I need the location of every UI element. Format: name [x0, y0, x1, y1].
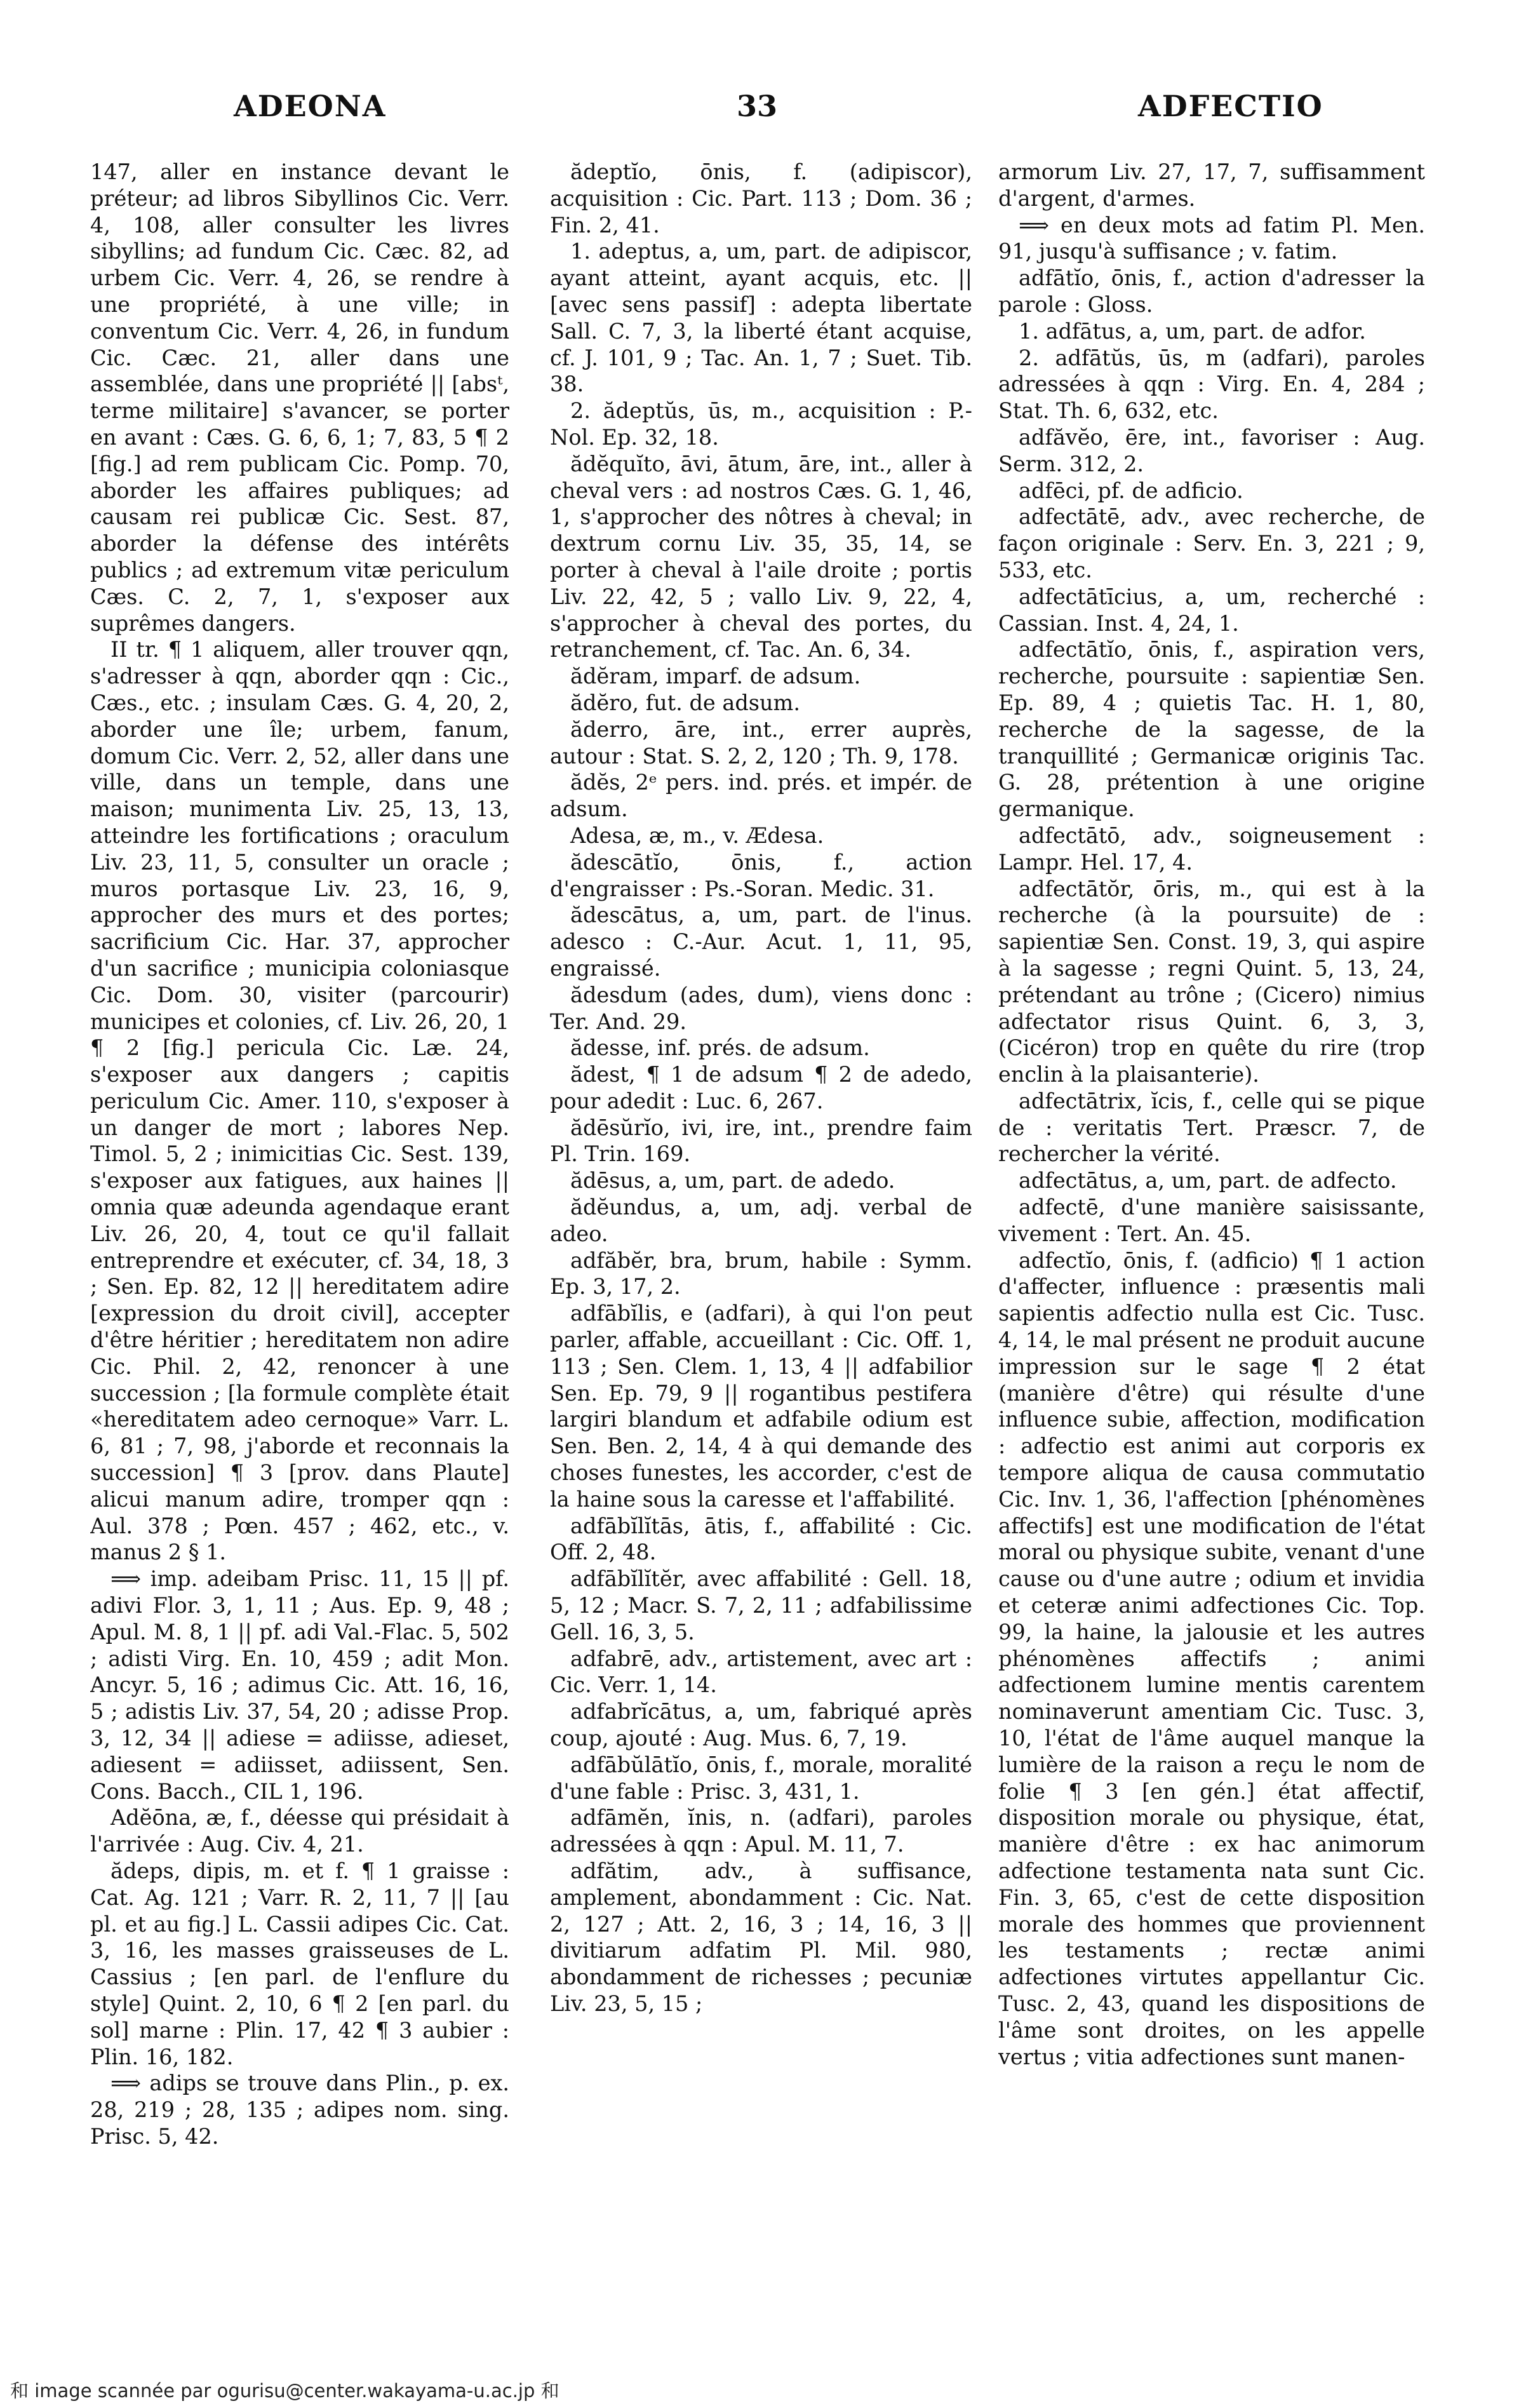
entry: adfectātŏr, ōris, m., qui est à la recherche (à la poursuite) de : sapientiæ Sen. Const. 19, 3, qui aspire à la sagesse ; regni Quint. 5, 13, 24, prétendant au trône ; (Cicero) nimius adfectator risus Quint. 6, 3, 3, (Cicéron) trop en quête du rire (trop enclin à la plaisanterie). — [998, 876, 1425, 1087]
entry: adfătim, adv., à suffisance, amplement, abondamment : Cic. Nat. 2, 127 ; Att. 2, 16, 3 ; 14, 16, 3 || divitiarum adfatim Pl. Mil. 980, abondamment de richesses ; pecuniæ Liv. 23, 5, 15 ; — [550, 1858, 972, 2016]
left-guide-word: ADEONA — [234, 89, 387, 123]
entry-note: ⟹ en deux mots ad fatim Pl. Men. 91, jusqu'à suffisance ; v. fatim. — [998, 212, 1425, 264]
entry: adfātĭo, ōnis, f., action d'adresser la parole : Gloss. — [998, 265, 1425, 317]
entry-adeps: ădeps, dipis, m. et f. ¶ 1 graisse : Cat. Ag. 121 ; Varr. R. 2, 11, 7 || [au pl. et au fig.] L. Cassii adipes Cic. Cat. 3, 16, les masses graisseuses de L. Cassius ; [en parl. de l'enflure du style] Quint. 2, 10, 6 ¶ 2 [en parl. du sol] marne : Plin. 17, 42 ¶ 3 aubier : Plin. 16, 182. — [90, 1858, 509, 2069]
entry: adfectātō, adv., soigneusement : Lampr. Hel. 17, 4. — [998, 823, 1425, 875]
entry: adfābĭlĭtĕr, avec affabilité : Gell. 18, 5, 12 ; Macr. S. 7, 2, 11 ; adfabilissime Gell. 16, 3, 5. — [550, 1566, 972, 1644]
entry: 1. adfātus, a, um, part. de adfor. — [1019, 318, 1366, 344]
scan-credit: 和 image scannée par ogurisu@center.wakayama-u.ac.jp 和 — [10, 2380, 559, 2402]
entry: adfabrē, adv., artistement, avec art : Cic. Verr. 1, 14. — [550, 1646, 972, 1698]
entry: ădēsŭrĭo, ivi, ire, int., prendre faim Pl. Trin. 169. — [550, 1115, 972, 1167]
column-1 — [90, 159, 509, 2337]
entry-adeona: Adĕōna, æ, f., déesse qui présidait à l'arrivée : Aug. Civ. 4, 21. — [90, 1805, 509, 1857]
page-header — [0, 81, 1540, 132]
entry: adfectē, d'une manière saisissante, vivement : Tert. An. 45. — [998, 1195, 1425, 1246]
entry: adfectātĭo, ōnis, f., aspiration vers, recherche, poursuite : sapientiæ Sen. Ep. 89, 4 ; quietis Tac. H. 1, 80, recherche de la sagesse, de la tranquillité ; Germanicæ originis Tac. G. 28, prétention à une origine germanique. — [998, 637, 1425, 822]
entry: adfectātrix, ĭcis, f., celle qui se pique de : veritatis Tert. Præscr. 7, de rechercher la vérité. — [998, 1088, 1425, 1167]
entry: adfectātē, adv., avec recherche, de façon originale : Serv. En. 3, 221 ; 9, 533, etc. — [998, 504, 1425, 582]
page-number: 33 — [737, 89, 778, 123]
entry: adfāmĕn, ĭnis, n. (adfari), paroles adressées à qqn : Apul. M. 11, 7. — [550, 1805, 972, 1857]
entry-continuation: armorum Liv. 27, 17, 7, suffisamment d'argent, d'armes. — [998, 159, 1425, 211]
entry-note: ⟹ adips se trouve dans Plin., p. ex. 28, 219 ; 28, 135 ; adipes nom. sing. Prisc. 5, 42. — [90, 2071, 509, 2149]
entry: ădesdum (ades, dum), viens donc : Ter. And. 29. — [550, 982, 972, 1034]
entry: Adesa, æ, m., v. Ædesa. — [570, 823, 824, 848]
entry: adfectātus, a, um, part. de adfecto. — [1019, 1168, 1397, 1193]
entry: adfābĭlĭtās, ātis, f., affabilité : Cic. Off. 2, 48. — [550, 1513, 972, 1565]
entry: ădest, ¶ 1 de adsum ¶ 2 de adedo, pour adedit : Luc. 6, 267. — [550, 1062, 972, 1113]
entry: adfăbĕr, bra, brum, habile : Symm. Ep. 3, 17, 2. — [550, 1247, 972, 1300]
entry: 1. adeptus, a, um, part. de adipiscor, ayant atteint, ayant acquis, etc. || [avec sens passif] : adepta libertate Sall. C. 7, 3, la liberté étant acquise, cf. J. 101, 9 ; Tac. An. 1, 7 ; Suet. Tib. 38. — [550, 239, 972, 397]
entry: ădĕram, imparf. de adsum. — [570, 664, 861, 689]
entry: adfēci, pf. de adficio. — [1019, 478, 1243, 503]
entry: 2. ădeptŭs, ūs, m., acquisition : P.-Nol. Ep. 32, 18. — [550, 398, 972, 450]
column-3 — [998, 159, 1425, 2337]
entry: ădesse, inf. prés. de adsum. — [570, 1035, 870, 1061]
entry: ădescātus, a, um, part. de l'inus. adesco : C.-Aur. Acut. 1, 11, 95, engraissé. — [550, 903, 972, 981]
entry: adfectātīcius, a, um, recherché : Cassian. Inst. 4, 24, 1. — [998, 584, 1425, 636]
entry-note: ⟹ imp. adeibam Prisc. 11, 15 || pf. adivi Flor. 3, 1, 11 ; Aus. Ep. 9, 48 ; Apul. M. 8, 1 || pf. adi Val.-Flac. 5, 502 ; adisti Virg. En. 10, 459 ; adit Mon. Ancyr. 5, 16 ; adimus Cic. Att. 16, 16, 5 ; adistis Liv. 37, 54, 20 ; adisse Prop. 3, 12, 34 || adiese = adiisse, adieset, adiesent = adiisset, adiissent, Sen. Cons. Bacch., CIL 1, 196. — [90, 1566, 509, 1804]
column-2 — [550, 159, 972, 2337]
entry: ădĕundus, a, um, adj. verbal de adeo. — [550, 1195, 972, 1246]
entry: adfăvĕo, ēre, int., favoriser : Aug. Serm. 312, 2. — [998, 424, 1425, 476]
entry-continuation: 147, aller en instance devant le préteur; ad libros Sibyllinos Cic. Verr. 4, 108, aller consulter les livres sibyllins; ad fundum Cic. Cæc. 82, ad urbem Cic. Verr. 4, 26, se rendre à une propriété, à une ville; in conventum Cic. Verr. 4, 26, in fundum Cic. Cæc. 21, aller dans une assemblée, dans une propriété || [absᵗ, terme militaire] s'avancer, se porter en avant : Cæs. G. 6, 6, 1; 7, 83, 5 ¶ 2 [fig.] ad rem publicam Cic. Pomp. 70, aborder les affaires publiques; ad causam rei publicæ Cic. Sest. 87, aborder la défense des intérêts publics ; ad extremum vitæ periculum Cæs. C. 2, 7, 1, s'exposer aux suprêmes dangers. — [90, 159, 509, 636]
entry: ădĕro, fut. de adsum. — [570, 690, 800, 715]
entry-adfectio: adfectĭo, ōnis, f. (adficio) ¶ 1 action d'affecter, influence : præsentis mali sapientis adfectio nulla est Cic. Tusc. 4, 14, le mal présent ne produit aucune impression sur le sage ¶ 2 état (manière d'être) qui résulte d'une influence subie, affection, modification : adfectio est animi aut corporis ex tempore aliqua de causa commutatio Cic. Inv. 1, 36, l'affection [phénomènes affectifs] est une modification de l'état moral ou physique subite, venant d'une cause ou d'une autre ; odium et invidia et ceteræ animi adfectiones Cic. Top. 99, la haine, la jalousie et les autres phénomènes affectifs ; animi adfectionem lumine mentis carentem nominaverunt amentiam Cic. Tusc. 3, 10, l'état de l'âme auquel manque la lumière de la raison a reçu le nom de folie ¶ 3 [en gén.] état affectif, disposition morale ou physique, état, manière d'être : ex hac animorum adfectione testamenta nata sunt Cic. Fin. 3, 65, c'est de cette disposition morale des hommes que proviennent les testaments ; rectæ animi adfectiones virtutes appellantur Cic. Tusc. 2, 43, quand les dispositions de l'âme sont droites, on les appelle vertus ; vitia adfectiones sunt manen- — [998, 1247, 1425, 2069]
entry: ădĕquĭto, āvi, ātum, āre, int., aller à cheval vers : ad nostros Cæs. G. 1, 46, 1, s'approcher des nôtres à cheval; in dextrum cornu Liv. 35, 35, 14, se porter à cheval à l'aile droite ; portis Liv. 22, 42, 5 ; vallo Liv. 9, 22, 4, s'approcher à cheval des portes, du retranchement, cf. Tac. An. 6, 34. — [550, 451, 972, 662]
entry: ăderro, āre, int., errer auprès, autour : Stat. S. 2, 2, 120 ; Th. 9, 178. — [550, 716, 972, 769]
entry-section: II tr. ¶ 1 aliquem, aller trouver qqn, s'adresser à qqn, aborder qqn : Cic., Cæs., etc. ; insulam Cæs. G. 4, 20, 2, aborder une île; urbem, fanum, domum Cic. Verr. 2, 52, aller dans une ville, dans un temple, dans une maison; munimenta Liv. 25, 13, 13, atteindre les fortifications ; oraculum Liv. 23, 11, 5, consulter un oracle ; muros portasque Liv. 23, 16, 9, approcher des murs et des portes; sacrificium Cic. Har. 37, approcher d'un sacrifice ; municipia coloniasque Cic. Dom. 30, visiter (parcourir) municipes et colonies, cf. Liv. 26, 20, 1 ¶ 2 [fig.] pericula Cic. Læ. 24, s'exposer aux dangers ; capitis periculum Cic. Amer. 110, s'exposer à un danger de mort ; labores Nep. Timol. 5, 2 ; inimicitias Cic. Sest. 139, s'exposer aux fatigues, aux haines || omnia quæ adeunda agendaque erant Liv. 26, 20, 4, tout ce qu'il fallait entreprendre et exécuter, cf. 34, 18, 3 ; Sen. Ep. 82, 12 || hereditatem adire [expression du droit civil], accepter d'être héritier ; hereditatem non adire Cic. Phil. 2, 42, renoncer à une succession ; [la formule complète était «hereditatem adeo cernoque» Varr. L. 6, 81 ; 7, 98, j'aborde et reconnais la succession] ¶ 3 [prov. dans Plaute] alicui manum adire, tromper qqn : Aul. 378 ; Pœn. 457 ; 462, etc., v. manus 2 § 1. — [90, 637, 509, 1565]
right-guide-word: ADFECTIO — [1138, 89, 1323, 123]
entry: adfābŭlātĭo, ōnis, f., morale, moralité d'une fable : Prisc. 3, 431, 1. — [550, 1752, 972, 1804]
entry: adfabrĭcātus, a, um, fabriqué après coup, ajouté : Aug. Mus. 6, 7, 19. — [550, 1699, 972, 1751]
entry: ădescātĭo, ōnis, f., action d'engraisser : Ps.-Soran. Medic. 31. — [550, 849, 972, 901]
entry: ădeptĭo, ōnis, f. (adipiscor), acquisition : Cic. Part. 113 ; Dom. 36 ; Fin. 2, 41. — [550, 159, 972, 238]
entry: ădĕs, 2ᵉ pers. ind. prés. et impér. de adsum. — [550, 770, 972, 822]
entry: adfābĭlis, e (adfari), à qui l'on peut parler, affable, accueillant : Cic. Off. 1, 113 ; Sen. Clem. 1, 13, 4 || adfabilior Sen. Ep. 79, 9 || rogantibus pestifera largiri blandum et adfabile odium est Sen. Ben. 2, 14, 4 à qui demande des choses funestes, les accorder, c'est de la haine sous la caresse et l'affabilité. — [550, 1301, 972, 1512]
entry: ădēsus, a, um, part. de adedo. — [570, 1168, 895, 1193]
entry: 2. adfātŭs, ūs, m (adfari), paroles adressées à qqn : Virg. En. 4, 284 ; Stat. Th. 6, 632, etc. — [998, 345, 1425, 424]
